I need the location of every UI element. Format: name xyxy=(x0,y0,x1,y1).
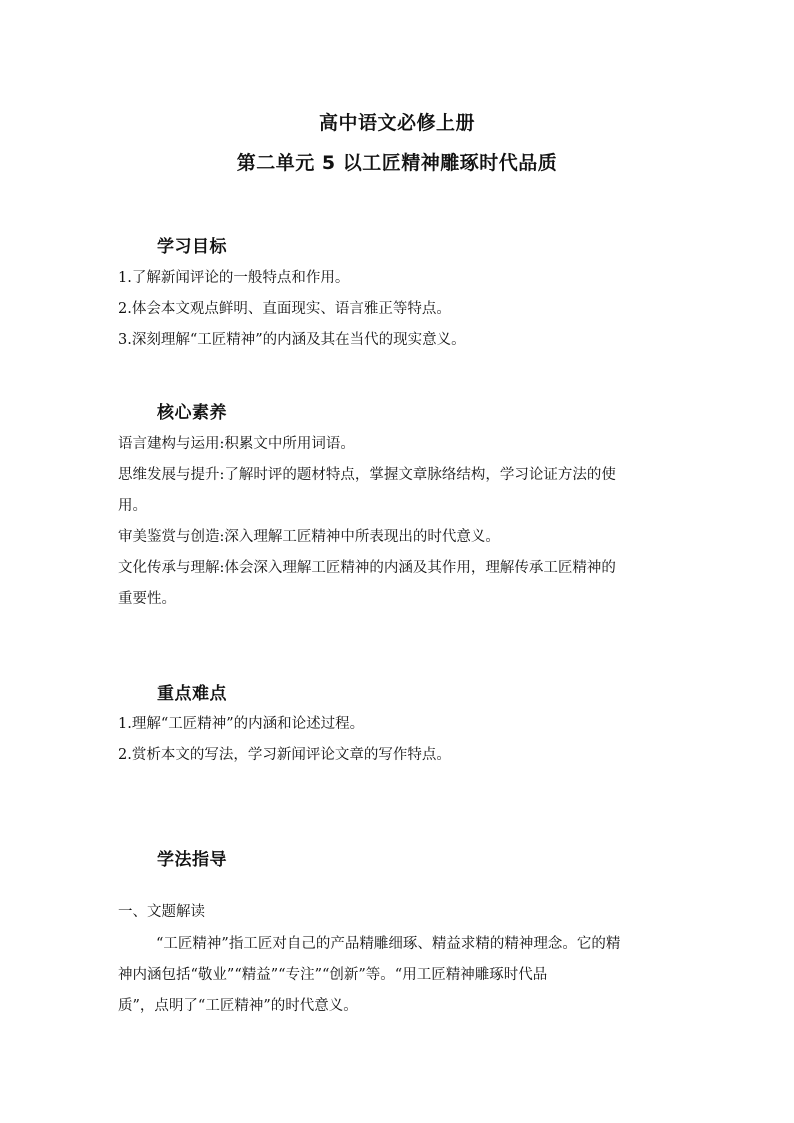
core-item: 重要性。 xyxy=(118,591,176,607)
method-paragraph-line: 质”，点明了“工匠精神”的时代意义。 xyxy=(118,998,358,1014)
heading-key-points: 重点难点 xyxy=(157,684,227,704)
heading-core-literacy: 核心素养 xyxy=(157,403,227,423)
core-item: 用。 xyxy=(118,498,147,514)
heading-objectives: 学习目标 xyxy=(157,237,227,257)
method-subheading: 一、文题解读 xyxy=(118,904,205,920)
document-subtitle: 第二单元 5 以工匠精神雕琢时代品质 xyxy=(236,152,558,174)
document-title: 高中语文必修上册 xyxy=(318,112,475,134)
core-item: 思维发展与提升:了解时评的题材特点，掌握文章脉络结构，学习论证方法的使 xyxy=(118,467,616,483)
method-paragraph-line: 神内涵包括“敬业”“精益”“专注”“创新”等。“用工匠精神雕琢时代品 xyxy=(118,967,548,983)
objective-item: 1.了解新闻评论的一般特点和作用。 xyxy=(118,270,350,286)
objective-item: 2.体会本文观点鲜明、直面现实、语言雅正等特点。 xyxy=(118,301,451,317)
heading-study-method: 学法指导 xyxy=(157,850,227,870)
core-item: 审美鉴赏与创造:深入理解工匠精神中所表现出的时代意义。 xyxy=(118,529,500,545)
key-item: 1.理解“工匠精神”的内涵和论述过程。 xyxy=(118,716,365,732)
key-item: 2.赏析本文的写法，学习新闻评论文章的写作特点。 xyxy=(118,747,451,763)
core-item: 文化传承与理解:体会深入理解工匠精神的内涵及其作用，理解传承工匠精神的 xyxy=(118,560,616,576)
method-paragraph-line: “工匠精神”指工匠对自己的产品精雕细琢、精益求精的精神理念。它的精 xyxy=(156,936,621,952)
core-item: 语言建构与运用:积累文中所用词语。 xyxy=(118,436,355,452)
objective-item: 3.深刻理解“工匠精神”的内涵及其在当代的现实意义。 xyxy=(118,332,466,348)
